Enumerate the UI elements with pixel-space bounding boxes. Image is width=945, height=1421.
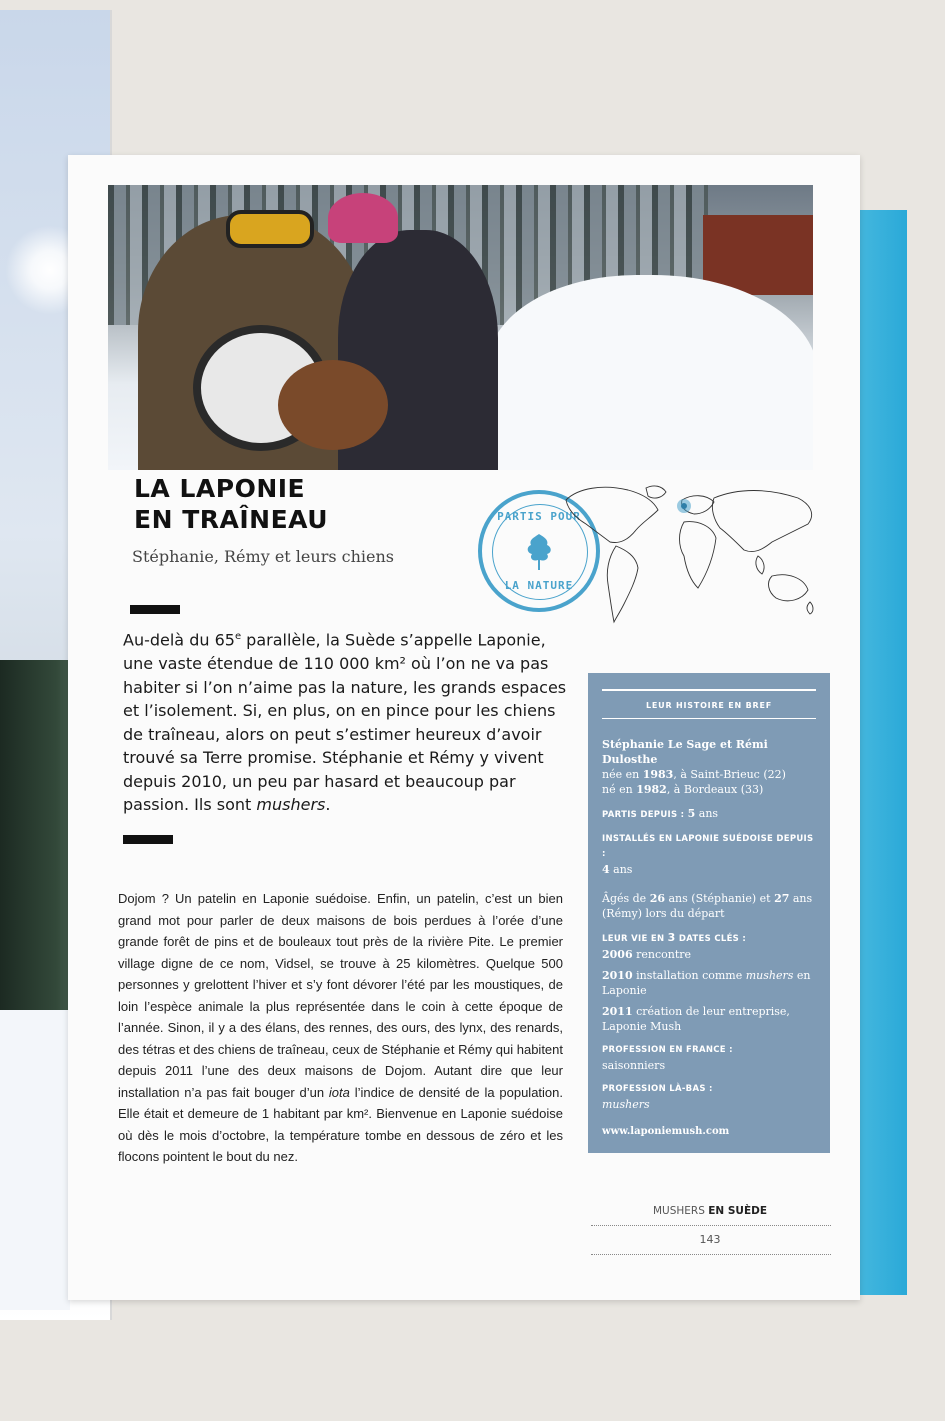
title-line-2: EN TRAÎNEAU [134, 505, 329, 534]
d2-italic: mushers [745, 969, 794, 982]
article-title [134, 473, 474, 535]
born1-pre: née en [602, 768, 643, 781]
ages-pre: Âgés de [602, 892, 650, 905]
section-pre: MUSHERS [652, 1205, 709, 1217]
date-2006 [602, 947, 816, 962]
body-text-1: Dojom ? Un patelin en Laponie suédoise. Enfin, un patelin, c’est un bien grand mot pour parler de deux maisons de bois perdues à l’orée d’une grande forêt de pins et de bouleaux tout près de la rivière Pite. Le premier village digne de ce nom, Vidsel, se trouve à 25 kilomètres. Quelque 500 personnes y grelottent l’hiver et s’y font dévorer l’été par les moustiques, de loin l’espèce animale la plus représentée dans le coin à cette époque de l’année. Sinon, il y a des élans, des rennes, des ours, des lynx, des renards, des tétras et des chiens de traîneau, ceux de Stéphanie et Rémy qui habitent depuis 2011 l’une des deux maisons de Dojom. Autant dire que leur installation n’a pas fait bouger d’un [118, 891, 563, 1100]
photo-goggles [226, 210, 314, 248]
body-italic: iota [328, 1084, 350, 1100]
map-pin-sweden [677, 499, 691, 513]
intro-paragraph [123, 625, 573, 817]
page-number: 143 [699, 1233, 721, 1246]
info-sidebar [588, 673, 830, 1153]
intro-rule-bottom [123, 835, 173, 844]
born2-pre: né en [602, 783, 637, 796]
article-subtitle: Stéphanie, Rémy et leurs chiens [132, 547, 395, 566]
prof-la-label: PROFESSION LÀ-BAS : [602, 1084, 713, 1094]
stamp-bottom-text: LA NATURE [504, 579, 574, 592]
sidebar-ages [602, 891, 816, 921]
born2-post: , à Bordeaux (33) [666, 783, 764, 796]
partis-value: 5 [687, 807, 696, 820]
book-page [68, 155, 860, 1300]
ages-mid: ans (Stéphanie) et [665, 892, 775, 905]
partis-label: PARTIS DEPUIS : [602, 810, 688, 820]
section-label [588, 1205, 832, 1217]
sidebar-birth-1 [602, 767, 816, 782]
intro-superscript: e [234, 631, 242, 642]
date-2010 [602, 968, 816, 998]
intro-rule-top [130, 605, 180, 614]
photo-dog-brown [278, 360, 388, 450]
born1-post: , à Saint-Brieuc (22) [673, 768, 786, 781]
installes-value: 4 [602, 863, 610, 876]
footer-dotted-line-top [591, 1225, 831, 1226]
sidebar-birth-2 [602, 782, 816, 797]
intro-text-2: parallèle, la Suède s’appelle Laponie, une vaste étendue de 110 000 km² où l’on ne va pas habiter si l’on n’aime pas la nature, les grands espaces et l’isolement. Si, en plus, on en pince pour les chiens de traîneau, alors on peut s’estimer heureux d’avoir trouvé sa Terre promise. Stéphanie et Rémy y vivent depuis 2010, un peu par hasard et beaucoup par passion. Ils sont [123, 630, 567, 815]
born2-year: 1982 [636, 783, 667, 796]
ages-post: ans (Rémy) lors du départ [602, 892, 813, 920]
sidebar-rule-bottom [602, 718, 816, 719]
prof-fr-value: saisonniers [602, 1059, 666, 1072]
body-paragraph [118, 888, 563, 1168]
prof-la-value: mushers [602, 1098, 650, 1111]
sidebar-rule-top [602, 689, 816, 691]
age-remy: 27 [774, 892, 790, 905]
d1-year: 2006 [602, 948, 633, 961]
born1-year: 1983 [642, 768, 674, 781]
photo-hat [328, 193, 398, 243]
sidebar-dates [602, 930, 816, 1034]
footer-dotted-line-bottom [591, 1254, 831, 1255]
installes-unit: ans [609, 863, 633, 876]
partis-unit: ans [695, 807, 719, 820]
prof-fr-label: PROFESSION EN FRANCE : [602, 1045, 733, 1055]
website-link[interactable]: www.laponiemush.com [602, 1126, 730, 1137]
left-page-snow [0, 1010, 70, 1310]
title-line-1: LA LAPONIE [134, 474, 306, 503]
age-stephanie: 26 [649, 892, 665, 905]
sidebar-profession-laponie [602, 1082, 816, 1112]
sidebar-partis [602, 806, 816, 823]
sidebar-names: Stéphanie Le Sage et Rémi Dulosthe [602, 738, 768, 766]
d3-text: création de leur entreprise, Laponie Mush [602, 1005, 790, 1033]
dates-label-pre: LEUR VIE EN [602, 934, 668, 944]
dates-label-num: 3 [667, 931, 676, 944]
sidebar-title: LEUR HISTOIRE EN BREF [645, 701, 772, 710]
dates-label [602, 930, 816, 947]
d1-text: rencontre [632, 948, 692, 961]
d2-text-pre: installation comme [632, 969, 746, 982]
stamp-top-text: PARTIS POUR [497, 510, 581, 523]
d2-text-post: en Laponie [602, 969, 811, 997]
intro-italic: mushers [256, 795, 326, 815]
installes-label: INSTALLÉS EN LAPONIE SUÉDOISE DEPUIS : [602, 834, 814, 859]
section-bold: EN SUÈDE [708, 1205, 767, 1217]
intro-text-1: Au-delà du 65 [123, 630, 235, 650]
sidebar-installes [602, 832, 816, 877]
world-map-icon [558, 480, 823, 635]
d2-year: 2010 [602, 969, 633, 982]
sidebar-profession-france [602, 1043, 816, 1073]
dates-label-post: DATES CLÉS : [675, 934, 747, 944]
body-text-2: l’indice de densité de la population. Elle était et demeure de 1 habitant par km². Bienvenue en Laponie suédoise où dès le mois d’octobre, la température tombe en dessous de zéro et les flocons pointent le bout du nez. [118, 1084, 563, 1164]
sidebar-names-block [602, 737, 816, 797]
d3-year: 2011 [602, 1005, 633, 1018]
date-2011 [602, 1004, 816, 1034]
intro-end: . [325, 795, 331, 815]
header-photo [108, 185, 813, 470]
tree-icon [523, 532, 555, 572]
photo-snowbank [488, 275, 813, 470]
